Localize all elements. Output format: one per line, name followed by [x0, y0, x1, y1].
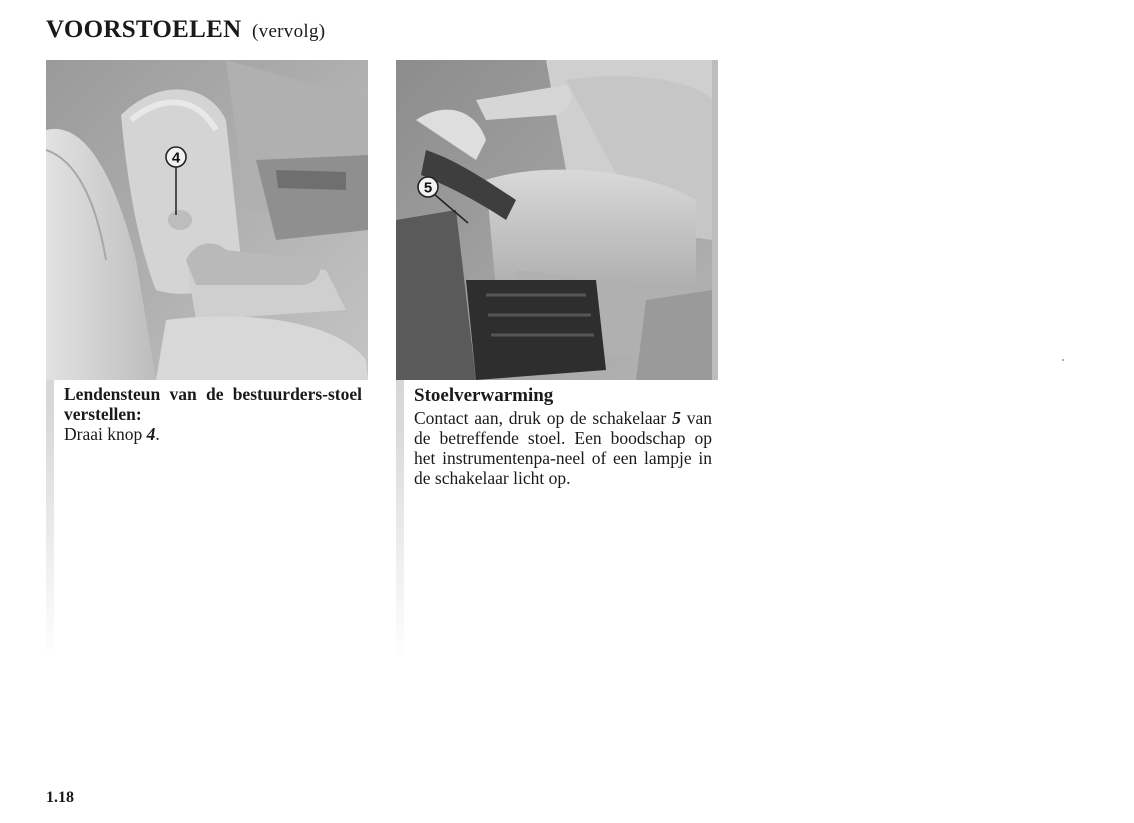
lumbar-support-text	[64, 384, 362, 444]
scan-artifact	[1062, 359, 1064, 361]
seat-heating-text	[414, 384, 712, 488]
lumbar-support-instruction	[64, 424, 362, 444]
page-title	[46, 16, 325, 44]
seat-heating-section	[396, 60, 718, 660]
seat-heating-heading: Stoelverwarming	[414, 385, 554, 406]
section-title: VOORSTOELEN	[46, 16, 242, 43]
lumbar-support-section	[46, 60, 368, 660]
section-subtitle: (vervolg)	[252, 21, 326, 42]
instruction-text: Contact aan, druk op de schakelaar	[414, 408, 673, 428]
lumbar-support-photo	[46, 60, 368, 380]
instruction-text: Draai knop	[64, 424, 147, 444]
seat-heating-photo	[396, 60, 718, 380]
knob-reference: 4	[146, 424, 156, 444]
instruction-suffix: van de betreffende stoel. Een boodschap op het instrumentenpa-neel of een lampje in de schakelaar licht op.	[414, 408, 712, 488]
page-number: 1.18	[46, 789, 74, 806]
callout-4-label: 4	[171, 149, 181, 167]
instruction-suffix: .	[155, 424, 160, 444]
seat-heating-instruction	[414, 408, 712, 488]
lumbar-support-heading: Lendensteun van de bestuurders-stoel verstellen:	[64, 384, 362, 424]
switch-reference: 5	[672, 408, 681, 428]
callout-5-label: 5	[423, 179, 433, 197]
